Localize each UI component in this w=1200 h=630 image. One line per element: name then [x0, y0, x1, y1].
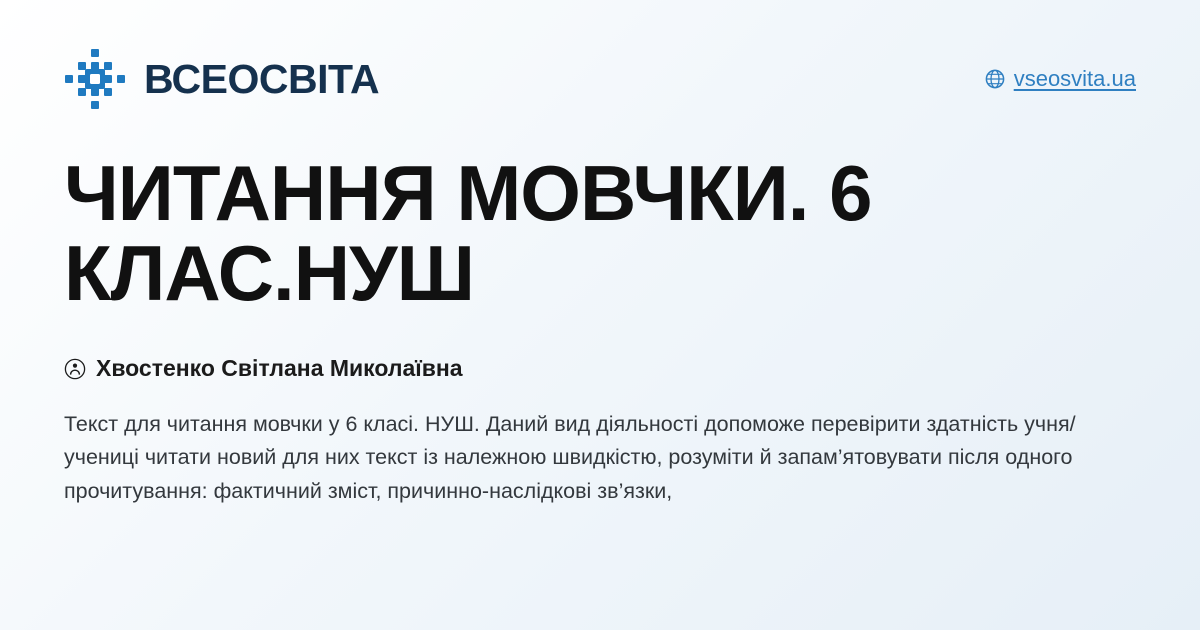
brand[interactable]: [64, 48, 379, 110]
author: [64, 355, 1136, 382]
author-name: Хвостенко Світлана Миколаївна: [96, 355, 463, 382]
page-header: [64, 42, 1136, 116]
site-link[interactable]: [985, 66, 1136, 92]
snowflake-logo-icon: [64, 48, 126, 110]
brand-name: ВСЕОСВІТА: [144, 55, 380, 102]
description-text: Текст для читання мовчки у 6 класі. НУШ. Даний вид діяльності допоможе перевірити здатність учня/учениці читати новий для них текст із належною швидкістю, розуміти й запам’ятовувати після одного прочитування: фактичний зміст, причинно-наслідкові зв’язки,: [64, 412, 1076, 503]
globe-icon: [985, 69, 1005, 89]
main-content: [64, 149, 1136, 630]
copyright-person-icon: [64, 358, 86, 380]
site-url[interactable]: vseosvita.ua: [1013, 66, 1136, 91]
page-title: ЧИТАННЯ МОВЧКИ. 6 КЛАС.НУШ: [64, 149, 872, 317]
